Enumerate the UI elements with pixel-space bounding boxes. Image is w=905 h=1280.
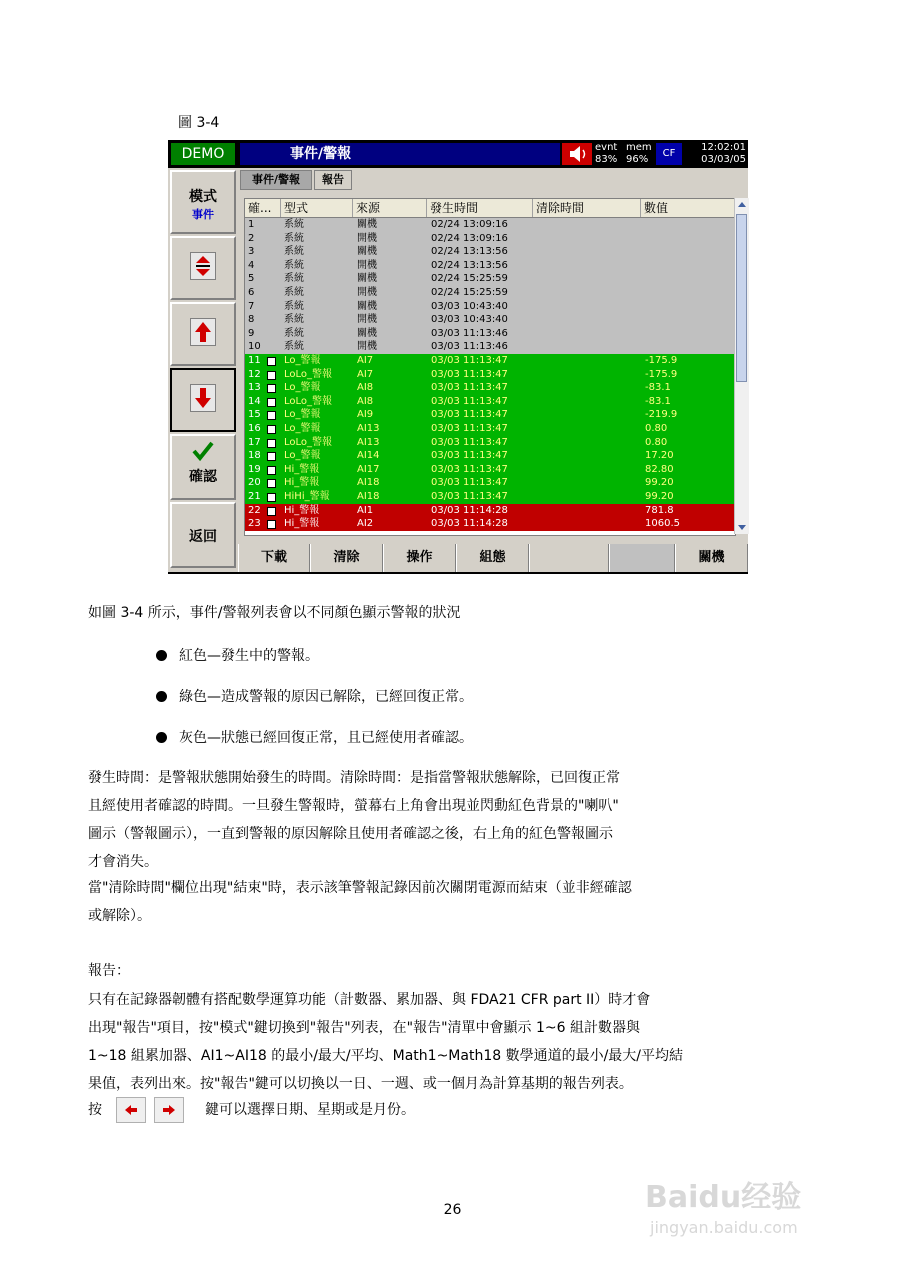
row-source: 開機 [357,232,377,244]
row-type: 系統 [284,300,304,312]
row-number: 20 [248,477,261,489]
row-number: 9 [248,327,255,339]
table-row[interactable] [245,259,735,273]
row-source: AI13 [357,423,380,434]
table-row[interactable] [245,245,735,259]
row-number: 15 [248,409,261,421]
bullet-dot-icon [156,650,167,661]
table-row[interactable] [245,408,735,422]
row-time: 03/03 11:13:47 [431,477,508,489]
arrow-down-icon [190,384,216,412]
row-type: Lo_警報 [284,450,321,462]
bullet-green-text: 綠色—造成警報的原因已解除，已經回復正常。 [179,689,473,705]
shutdown-button[interactable]: 關機 [675,544,748,572]
mem-label: mem [626,142,652,153]
scroll-up-arrow-icon[interactable] [735,198,749,212]
row-checkbox[interactable] [267,357,276,366]
row-source: AI7 [357,355,374,366]
table-row[interactable] [245,422,735,436]
row-type: Hi_警報 [284,504,320,516]
row-number: 3 [248,246,255,258]
row-value: 99.20 [645,477,674,489]
mem-value: 96% [626,154,649,165]
cf-card-indicator: CF [656,143,682,165]
row-time: 03/03 11:14:28 [431,518,508,530]
row-number: 1 [248,219,255,230]
row-source: AI17 [357,463,380,475]
row-time: 03/03 11:13:47 [431,463,508,475]
table-row[interactable] [245,327,735,341]
table-row[interactable] [245,395,735,409]
row-type: 系統 [284,341,304,353]
row-value: 0.80 [645,436,668,448]
arrow-right-icon [155,1098,183,1122]
row-type: Lo_警報 [284,409,321,421]
device-screen [168,140,748,574]
event-table [244,198,736,536]
clock-time: 12:02:01 [701,142,746,153]
operate-button[interactable]: 操作 [383,544,456,572]
blank-button-2[interactable] [609,544,675,572]
bullet-gray [156,727,473,747]
row-type: 系統 [284,327,304,339]
evnt-indicator [595,142,625,166]
row-value: -175.9 [645,355,678,366]
clock-date: 03/03/05 [701,154,746,165]
row-source: 開機 [357,341,377,353]
row-source: AI9 [357,409,374,421]
row-value: 99.20 [645,491,674,502]
scroll-thumb[interactable] [736,214,747,382]
paragraph-line: 才會消失。 [88,854,158,870]
row-number: 18 [248,450,261,462]
paragraph-line: 出現"報告"項目，按"模式"鍵切換到"報告"列表，在"報告"清單中會顯示 1~6 組計數器與 [88,1020,640,1036]
row-checkbox[interactable] [267,479,276,488]
table-row[interactable] [245,300,735,314]
row-number: 13 [248,382,261,394]
row-source: AI8 [357,395,374,407]
row-value: 82.80 [645,463,674,475]
paragraph-line: 只有在記錄器韌體有搭配數學運算功能（計數器、累加器、與 FDA21 CFR part II）時才會 [88,992,651,1008]
row-value: -175.9 [645,368,678,380]
row-source: 開機 [357,287,377,298]
row-type: Lo_警報 [284,423,321,434]
title-bar [240,143,560,165]
mode-button[interactable] [170,170,236,234]
row-time: 03/03 11:13:46 [431,341,508,353]
scroll-down-button[interactable] [170,368,236,432]
confirm-label: 確認 [189,469,217,485]
paragraph-line: 果值，表列出來。按"報告"鍵可以切換以一日、一週、或一個月為計算基期的報告列表。 [88,1076,633,1092]
tab-report[interactable]: 報告 [314,170,352,190]
row-time: 02/24 15:25:59 [431,273,508,285]
row-time: 03/03 11:13:47 [431,395,508,407]
row-type: Hi_警報 [284,518,320,530]
paragraph-line: 發生時間：是警報狀態開始發生的時間。清除時間：是指當警報狀態解除，已回復正常 [88,770,620,786]
bullet-gray-text: 灰色—狀態已經回復正常，且已經使用者確認。 [179,730,473,746]
expand-updown-icon [190,252,216,280]
tab-events-alarms[interactable]: 事件/警報 [240,170,312,190]
row-type: Hi_警報 [284,463,320,475]
paragraph-end [88,874,788,930]
row-checkbox[interactable] [267,425,276,434]
row-source: 關機 [357,300,377,312]
row-checkbox[interactable] [267,452,276,461]
mode-label: 模式 [189,189,217,205]
row-number: 14 [248,395,261,407]
paragraph-line: 1~18 組累加器、AI1~AI18 的最小/最大/平均、Math1~Math18 數學通道的最小/最大/平均結 [88,1048,684,1064]
table-row[interactable] [245,340,735,354]
bottom-button-bar [238,544,748,572]
table-row[interactable] [245,368,735,382]
row-source: 關機 [357,273,377,285]
table-row[interactable] [245,517,735,531]
row-source: 關機 [357,327,377,339]
watermark-url: jingyan.baidu.com [650,1218,798,1237]
row-source: AI18 [357,477,380,489]
row-checkbox[interactable] [267,507,276,516]
col-type[interactable]: 型式 [281,199,353,217]
row-number: 4 [248,259,255,271]
paragraph-line: 圖示（警報圖示），一直到警報的原因解除且使用者確認之後，右上角的紅色警報圖示 [88,826,613,842]
evnt-label: evnt [595,142,618,153]
blank-button-1[interactable] [529,544,609,572]
alarm-speaker-icon[interactable] [562,143,592,165]
press-suffix: 鍵可以選擇日期、星期或是月份。 [205,1102,415,1118]
sidebar [168,168,238,572]
page-expand-button[interactable] [170,236,236,300]
col-confirm[interactable]: 確... [245,199,281,217]
row-time: 02/24 13:13:56 [431,246,508,258]
row-type: Lo_警報 [284,355,321,366]
row-time: 03/03 10:43:40 [431,314,508,326]
row-number: 12 [248,368,261,380]
row-value: 1060.5 [645,518,680,530]
table-scrollbar[interactable] [734,198,749,534]
bullet-dot-icon [156,691,167,702]
col-source[interactable]: 來源 [353,199,427,217]
row-type: LoLo_警報 [284,436,333,448]
row-number: 8 [248,314,255,326]
clock [688,142,746,166]
table-row[interactable] [245,436,735,450]
table-row[interactable] [245,218,735,232]
evnt-value: 83% [595,154,618,165]
report-heading: 報告： [88,963,130,979]
figure-label: 圖 3-4 [178,115,220,131]
row-source: 開機 [357,314,377,326]
screen-title: 事件/警報 [290,146,352,162]
table-row[interactable] [245,476,735,490]
row-time: 03/03 11:13:47 [431,423,508,434]
row-number: 10 [248,341,261,353]
paragraph-report [88,986,788,1098]
row-type: 系統 [284,232,304,244]
row-number: 5 [248,273,255,285]
row-time: 03/03 11:13:47 [431,450,508,462]
row-type: Lo_警報 [284,382,321,394]
row-number: 22 [248,504,261,516]
watermark-logo: Baidu经验 [645,1180,802,1215]
paragraph-line: 且經使用者確認的時間。一旦發生警報時，螢幕右上角會出現並閃動紅色背景的"喇叭" [88,798,619,814]
row-source: AI14 [357,450,380,462]
mem-indicator [626,142,656,166]
row-number: 2 [248,232,255,244]
mode-value: 事件 [192,208,214,221]
back-button[interactable] [170,502,236,568]
row-type: 系統 [284,314,304,326]
bullet-red-text: 紅色—發生中的警報。 [179,648,319,664]
row-type: 系統 [284,246,304,258]
row-checkbox[interactable] [267,384,276,393]
row-checkbox[interactable] [267,439,276,448]
demo-label: DEMO [171,143,235,165]
checkmark-icon [191,440,215,462]
paragraph-line: 當"清除時間"欄位出現"結束"時，表示該筆警報記錄因前次關閉電源而結束（並非經確認 [88,880,632,896]
device-top-bar [168,140,748,168]
config-button[interactable]: 組態 [456,544,529,572]
row-time: 03/03 11:13:47 [431,491,508,502]
table-row[interactable] [245,286,735,300]
row-source: AI1 [357,504,374,516]
col-clear-time[interactable]: 清除時間 [533,199,641,217]
row-number: 16 [248,423,261,434]
row-value: 17.20 [645,450,674,462]
arrow-up-icon [190,318,216,346]
row-source: AI2 [357,518,374,530]
table-row[interactable] [245,232,735,246]
row-number: 21 [248,491,261,502]
row-checkbox[interactable] [267,493,276,502]
scroll-up-button[interactable] [170,302,236,366]
row-time: 03/03 11:13:47 [431,436,508,448]
confirm-button[interactable] [170,434,236,500]
row-type: HiHi_警報 [284,491,330,502]
col-value[interactable]: 數值 [641,199,735,217]
next-button-image [154,1097,184,1123]
row-value: -219.9 [645,409,678,421]
bullet-red [156,645,319,665]
row-source: AI13 [357,436,380,448]
row-type: Hi_警報 [284,477,320,489]
row-number: 17 [248,436,261,448]
row-time: 02/24 13:13:56 [431,259,508,271]
paragraph-times [88,764,788,876]
row-time: 02/24 13:09:16 [431,232,508,244]
row-source: 關機 [357,246,377,258]
table-row[interactable] [245,272,735,286]
row-type: 系統 [284,287,304,298]
row-source: 開機 [357,259,377,271]
row-checkbox[interactable] [267,520,276,529]
table-row[interactable] [245,490,735,504]
row-value: 781.8 [645,504,674,516]
row-checkbox[interactable] [267,411,276,420]
row-type: LoLo_警報 [284,368,333,380]
row-time: 02/24 13:09:16 [431,219,508,230]
scroll-down-arrow-icon[interactable] [735,520,749,534]
row-checkbox[interactable] [267,466,276,475]
row-time: 03/03 11:14:28 [431,504,508,516]
row-number: 23 [248,518,261,530]
arrow-left-icon [117,1098,145,1122]
table-row[interactable] [245,313,735,327]
row-value: -83.1 [645,395,671,407]
bullet-green [156,686,473,706]
table-row[interactable] [245,449,735,463]
col-occur-time[interactable]: 發生時間 [427,199,533,217]
row-time: 03/03 11:13:46 [431,327,508,339]
row-type: 系統 [284,273,304,285]
row-time: 02/24 15:25:59 [431,287,508,298]
row-time: 03/03 11:13:47 [431,355,508,366]
page-number: 26 [443,1202,462,1218]
table-row[interactable] [245,381,735,395]
table-row[interactable] [245,354,735,368]
back-label: 返回 [189,529,217,545]
row-time: 03/03 11:13:47 [431,409,508,421]
row-number: 11 [248,355,261,366]
intro-text: 如圖 3-4 所示，事件/警報列表會以不同顏色顯示警報的狀況 [88,605,461,621]
paragraph-line: 或解除）。 [88,908,151,924]
row-type: 系統 [284,219,304,230]
prev-button-image [116,1097,146,1123]
bullet-dot-icon [156,732,167,743]
row-source: AI8 [357,382,374,394]
row-value: -83.1 [645,382,671,394]
row-number: 6 [248,287,255,298]
row-source: AI7 [357,368,374,380]
row-time: 03/03 11:13:47 [431,368,508,380]
row-checkbox[interactable] [267,398,276,407]
table-row[interactable] [245,463,735,477]
row-number: 7 [248,300,255,312]
row-source: 關機 [357,219,377,230]
row-source: AI18 [357,491,380,502]
row-type: LoLo_警報 [284,395,333,407]
download-button[interactable]: 下載 [238,544,310,572]
table-header [245,199,735,218]
row-value: 0.80 [645,423,668,434]
row-time: 03/03 10:43:40 [431,300,508,312]
press-prefix: 按 [88,1102,102,1118]
row-number: 19 [248,463,261,475]
table-row[interactable] [245,504,735,518]
clear-button[interactable]: 清除 [310,544,383,572]
row-type: 系統 [284,259,304,271]
row-time: 03/03 11:13:47 [431,382,508,394]
row-checkbox[interactable] [267,371,276,380]
